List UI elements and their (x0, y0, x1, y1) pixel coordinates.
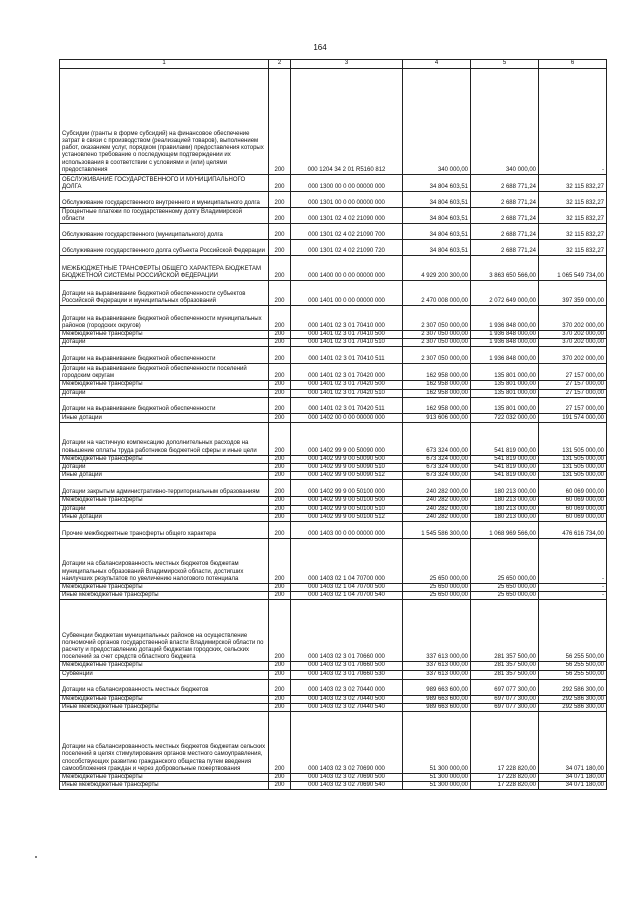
table-cell-budget-code: 000 1402 00 0 00 00000 000 (291, 413, 403, 422)
table-row (60, 389, 607, 397)
table-cell-unexecuted: 131 505 000,00 (539, 455, 607, 463)
table-cell-approved: 162 958 000,00 (403, 389, 471, 397)
table-cell-executed: 135 801 000,00 (471, 397, 539, 413)
table-row (60, 670, 607, 679)
table-cell-approved: 989 663 600,00 (403, 679, 471, 695)
table-cell-line-code: 200 (269, 192, 291, 208)
table-cell-approved: 162 958 000,00 (403, 381, 471, 389)
table-row (60, 513, 607, 521)
table-row (60, 522, 607, 539)
table-cell-unexecuted: 191 574 000,00 (539, 413, 607, 422)
table-cell-unexecuted: 56 255 500,00 (539, 662, 607, 670)
table-cell-executed: 25 650 000,00 (471, 539, 539, 584)
table-row (60, 256, 607, 281)
table-cell-executed: 281 357 500,00 (471, 600, 539, 662)
table-row (60, 281, 607, 306)
table-cell-unexecuted: - (539, 584, 607, 592)
table-cell-budget-code: 000 1403 02 3 01 70660 530 (291, 670, 403, 679)
table-row (60, 69, 607, 175)
table-cell-name: Дотации закрытым административно-территориальным образованиям (60, 480, 269, 497)
table-cell-approved: 240 282 000,00 (403, 480, 471, 497)
table-cell-budget-code: 000 1401 02 3 01 70420 510 (291, 389, 403, 397)
table-cell-executed: 697 077 300,00 (471, 703, 539, 711)
table-cell-unexecuted: - (539, 592, 607, 600)
table-cell-line-code: 200 (269, 347, 291, 364)
table-row (60, 774, 607, 782)
table-cell-name: Прочие межбюджетные трансферты общего характера (60, 522, 269, 539)
table-cell-budget-code: 000 1401 02 3 01 70410 000 (291, 306, 403, 331)
table-cell-budget-code: 000 1402 99 9 00 50090 510 (291, 464, 403, 472)
table-cell-approved: 337 613 000,00 (403, 600, 471, 662)
table-cell-name: Иные дотации (60, 413, 269, 422)
table-cell-line-code: 200 (269, 69, 291, 175)
table-cell-line-code: 200 (269, 782, 291, 790)
table-cell-budget-code: 000 1301 02 4 02 21090 720 (291, 240, 403, 256)
table-cell-executed: 180 213 000,00 (471, 505, 539, 513)
table-cell-approved: 51 300 000,00 (403, 782, 471, 790)
table-cell-approved: 34 804 603,51 (403, 224, 471, 240)
table-cell-approved: 2 307 050 000,00 (403, 331, 471, 339)
table-cell-unexecuted: 370 202 000,00 (539, 347, 607, 364)
table-cell-budget-code: 000 1403 02 1 04 70700 500 (291, 584, 403, 592)
table-cell-name: Обслуживание государственного внутреннего и муниципального долга (60, 192, 269, 208)
table-cell-name: Межбюджетные трансферты (60, 662, 269, 670)
table-cell-budget-code: 000 1402 99 9 00 50100 512 (291, 513, 403, 521)
table-cell-executed: 135 801 000,00 (471, 364, 539, 381)
table-row (60, 480, 607, 497)
table-cell-name: Межбюджетные трансферты (60, 584, 269, 592)
table-row (60, 240, 607, 256)
table-cell-executed: 2 688 771,24 (471, 224, 539, 240)
table-cell-executed: 135 801 000,00 (471, 389, 539, 397)
table-cell-name: Дотации на частичную компенсацию дополнительных расходов на повышение оплаты труда работников бюджетной сферы и иные цели (60, 422, 269, 455)
table-row (60, 331, 607, 339)
table-cell-approved: 2 307 050 000,00 (403, 347, 471, 364)
table-cell-unexecuted: 27 157 000,00 (539, 381, 607, 389)
table-cell-name: Обслуживание государственного долга субъекта Российской Федерации (60, 240, 269, 256)
table-cell-approved: 162 958 000,00 (403, 364, 471, 381)
budget-table (59, 59, 607, 790)
table-cell-name: Дотации (60, 464, 269, 472)
header-cell: 1 (60, 60, 269, 69)
table-cell-line-code: 200 (269, 331, 291, 339)
table-cell-executed: 2 688 771,24 (471, 192, 539, 208)
table-cell-approved: 337 613 000,00 (403, 662, 471, 670)
table-cell-unexecuted: 476 616 734,00 (539, 522, 607, 539)
header-cell: 4 (403, 60, 471, 69)
table-cell-name: Межбюджетные трансферты (60, 695, 269, 703)
table-cell-budget-code: 000 1403 02 1 04 70700 000 (291, 539, 403, 584)
table-cell-line-code: 200 (269, 522, 291, 539)
table-cell-unexecuted: 60 069 000,00 (539, 480, 607, 497)
page-number: 164 (313, 43, 327, 52)
table-cell-executed: 697 077 300,00 (471, 679, 539, 695)
table-cell-budget-code: 000 1403 02 3 02 70690 000 (291, 712, 403, 774)
table-cell-name: Иные дотации (60, 472, 269, 480)
table-cell-budget-code: 000 1402 99 9 00 50090 500 (291, 455, 403, 463)
table-row (60, 584, 607, 592)
table-row (60, 455, 607, 463)
table-cell-budget-code: 000 1204 34 2 01 R5160 812 (291, 69, 403, 175)
table-cell-budget-code: 000 1401 00 0 00 00000 000 (291, 281, 403, 306)
table-cell-unexecuted: 27 157 000,00 (539, 389, 607, 397)
table-cell-approved: 2 307 050 000,00 (403, 339, 471, 347)
table-cell-approved: 673 324 000,00 (403, 422, 471, 455)
table-cell-unexecuted: 34 071 180,00 (539, 782, 607, 790)
table-cell-executed: 135 801 000,00 (471, 381, 539, 389)
table-row (60, 505, 607, 513)
table-cell-name: Иные дотации (60, 513, 269, 521)
table-cell-executed: 281 357 500,00 (471, 670, 539, 679)
table-cell-name: Межбюджетные трансферты (60, 331, 269, 339)
table-row (60, 695, 607, 703)
table-cell-approved: 162 958 000,00 (403, 397, 471, 413)
table-cell-budget-code: 000 1301 02 4 02 21090 000 (291, 208, 403, 224)
table-cell-name: Дотации на выравнивание бюджетной обеспеченности (60, 347, 269, 364)
table-cell-unexecuted: 32 115 832,27 (539, 224, 607, 240)
table-cell-executed: 722 032 000,00 (471, 413, 539, 422)
table-cell-name: Субсидии (гранты в форме субсидий) на финансовое обеспечение затрат в связи с производством (реализацией товаров), выполнением работ, оказанием услуг, порядком (правилами) предоставления которых установлено требование о последующем подтверждении их использования в соответствии с условиями и (или) целями предоставления (60, 69, 269, 175)
table-cell-executed: 541 819 000,00 (471, 455, 539, 463)
table-row (60, 413, 607, 422)
header-cell: 6 (539, 60, 607, 69)
table-cell-unexecuted: 1 065 549 734,00 (539, 256, 607, 281)
table-cell-budget-code: 000 1401 02 3 01 70420 000 (291, 364, 403, 381)
table-cell-budget-code: 000 1401 02 3 01 70410 511 (291, 347, 403, 364)
table-cell-budget-code: 000 1300 00 0 00 00000 000 (291, 175, 403, 192)
table-row (60, 497, 607, 505)
table-cell-name: Дотации (60, 339, 269, 347)
table-cell-approved: 34 804 603,51 (403, 240, 471, 256)
table-cell-approved: 673 324 000,00 (403, 472, 471, 480)
table-cell-name: Дотации на выравнивание бюджетной обеспеченности муниципальных районов (городских округов) (60, 306, 269, 331)
table-cell-line-code: 200 (269, 480, 291, 497)
table-cell-line-code: 200 (269, 472, 291, 480)
table-cell-budget-code: 000 1403 00 0 00 00000 000 (291, 522, 403, 539)
table-cell-approved: 340 000,00 (403, 69, 471, 175)
table-cell-budget-code: 000 1402 99 9 00 50090 512 (291, 472, 403, 480)
table-cell-approved: 34 804 603,51 (403, 192, 471, 208)
table-cell-unexecuted: 292 586 300,00 (539, 679, 607, 695)
table-cell-line-code: 200 (269, 339, 291, 347)
table-row (60, 703, 607, 711)
table-cell-unexecuted: 34 071 180,00 (539, 712, 607, 774)
table-cell-budget-code: 000 1401 02 3 01 70420 511 (291, 397, 403, 413)
table-cell-budget-code: 000 1402 99 9 00 50090 000 (291, 422, 403, 455)
table-row (60, 712, 607, 774)
table-cell-executed: 3 863 650 566,00 (471, 256, 539, 281)
table-cell-budget-code: 000 1401 02 3 01 70420 500 (291, 381, 403, 389)
table-cell-line-code: 200 (269, 455, 291, 463)
table-cell-budget-code: 000 1403 02 3 01 70660 500 (291, 662, 403, 670)
table-cell-approved: 240 282 000,00 (403, 497, 471, 505)
table-cell-unexecuted: 131 505 000,00 (539, 472, 607, 480)
table-row (60, 175, 607, 192)
table-cell-budget-code: 000 1401 02 3 01 70410 500 (291, 331, 403, 339)
header-row (60, 60, 607, 69)
table-cell-line-code: 200 (269, 364, 291, 381)
table-cell-unexecuted: 32 115 832,27 (539, 240, 607, 256)
table-cell-line-code: 200 (269, 397, 291, 413)
table-cell-executed: 281 357 500,00 (471, 662, 539, 670)
table-cell-line-code: 200 (269, 695, 291, 703)
table-cell-unexecuted: 27 157 000,00 (539, 397, 607, 413)
table-cell-unexecuted: 60 069 000,00 (539, 497, 607, 505)
table-cell-name: Обслуживание государственного (муниципального) долга (60, 224, 269, 240)
header-cell: 5 (471, 60, 539, 69)
table-cell-unexecuted: 131 505 000,00 (539, 422, 607, 455)
table-cell-name: Межбюджетные трансферты (60, 381, 269, 389)
table-row (60, 364, 607, 381)
table-cell-executed: 180 213 000,00 (471, 480, 539, 497)
table-cell-unexecuted: 60 069 000,00 (539, 505, 607, 513)
table-cell-name: Иные межбюджетные трансферты (60, 592, 269, 600)
table-cell-executed: 340 000,00 (471, 69, 539, 175)
table-cell-approved: 240 282 000,00 (403, 513, 471, 521)
table-cell-line-code: 200 (269, 584, 291, 592)
table-cell-budget-code: 000 1403 02 3 02 70440 540 (291, 703, 403, 711)
table-cell-executed: 1 936 848 000,00 (471, 306, 539, 331)
table-cell-approved: 673 324 000,00 (403, 455, 471, 463)
table-cell-name: Иные межбюджетные трансферты (60, 782, 269, 790)
table-row (60, 224, 607, 240)
table-cell-executed: 1 936 848 000,00 (471, 347, 539, 364)
table-cell-budget-code: 000 1403 02 3 02 70690 540 (291, 782, 403, 790)
table-cell-line-code: 200 (269, 422, 291, 455)
table-cell-approved: 2 470 008 000,00 (403, 281, 471, 306)
table-cell-line-code: 200 (269, 306, 291, 331)
table-cell-approved: 913 606 000,00 (403, 413, 471, 422)
table-cell-name: Дотации на выравнивание бюджетной обеспеченности (60, 397, 269, 413)
table-row (60, 600, 607, 662)
table-cell-unexecuted: 56 255 500,00 (539, 670, 607, 679)
table-cell-line-code: 200 (269, 413, 291, 422)
table-cell-line-code: 200 (269, 670, 291, 679)
table-cell-line-code: 200 (269, 712, 291, 774)
table-cell-name: Дотации на сбалансированность местных бюджетов (60, 679, 269, 695)
table-cell-line-code: 200 (269, 539, 291, 584)
table-cell-executed: 17 228 820,00 (471, 782, 539, 790)
table-row (60, 339, 607, 347)
table-cell-approved: 989 663 600,00 (403, 703, 471, 711)
table-row (60, 192, 607, 208)
table-cell-executed: 1 936 848 000,00 (471, 339, 539, 347)
table-cell-approved: 989 663 600,00 (403, 695, 471, 703)
table-cell-line-code: 200 (269, 679, 291, 695)
table-cell-executed: 2 072 649 000,00 (471, 281, 539, 306)
table-cell-unexecuted: 397 359 000,00 (539, 281, 607, 306)
table-cell-budget-code: 000 1301 02 4 02 21090 700 (291, 224, 403, 240)
table-cell-name: Межбюджетные трансферты (60, 455, 269, 463)
table-cell-approved: 673 324 000,00 (403, 464, 471, 472)
scan-dot (35, 856, 37, 858)
table-cell-name: Дотации (60, 389, 269, 397)
table-cell-unexecuted: 292 586 300,00 (539, 703, 607, 711)
table-cell-unexecuted: 27 157 000,00 (539, 364, 607, 381)
table-row (60, 539, 607, 584)
table-cell-name: ОБСЛУЖИВАНИЕ ГОСУДАРСТВЕННОГО И МУНИЦИПАЛЬНОГО ДОЛГА (60, 175, 269, 192)
table-cell-line-code: 200 (269, 256, 291, 281)
table-cell-line-code: 200 (269, 464, 291, 472)
table-cell-executed: 541 819 000,00 (471, 464, 539, 472)
table-row (60, 397, 607, 413)
table-cell-approved: 25 650 000,00 (403, 592, 471, 600)
table-cell-executed: 1 936 848 000,00 (471, 331, 539, 339)
table-cell-unexecuted: 370 202 000,00 (539, 339, 607, 347)
table-cell-line-code: 200 (269, 662, 291, 670)
table-cell-budget-code: 000 1403 02 1 04 70700 540 (291, 592, 403, 600)
table-cell-budget-code: 000 1400 00 0 00 00000 000 (291, 256, 403, 281)
table-cell-name: Субвенции (60, 670, 269, 679)
table-cell-executed: 17 228 820,00 (471, 774, 539, 782)
table-cell-approved: 337 613 000,00 (403, 670, 471, 679)
table-cell-name: Процентные платежи по государственному долгу Владимирской области (60, 208, 269, 224)
table-cell-budget-code: 000 1402 99 9 00 50100 510 (291, 505, 403, 513)
table-cell-budget-code: 000 1301 00 0 00 00000 000 (291, 192, 403, 208)
table-cell-budget-code: 000 1403 02 3 02 70440 500 (291, 695, 403, 703)
table-cell-line-code: 200 (269, 505, 291, 513)
table-cell-line-code: 200 (269, 774, 291, 782)
table-cell-unexecuted: 131 505 000,00 (539, 464, 607, 472)
table-cell-unexecuted: 34 071 180,00 (539, 774, 607, 782)
table-cell-name: Дотации на сбалансированность местных бюджетов бюджетам сельских поселений в целях стимулирования органов местного самоуправления, способствующих развитию гражданского общества путем введения самообложения граждан и через добровольные пожертвования (60, 712, 269, 774)
table-cell-budget-code: 000 1402 99 9 00 50100 000 (291, 480, 403, 497)
table-cell-approved: 4 929 200 300,00 (403, 256, 471, 281)
table-cell-line-code: 200 (269, 381, 291, 389)
table-row (60, 662, 607, 670)
table-row (60, 306, 607, 331)
table-cell-unexecuted: - (539, 539, 607, 584)
table-cell-name: Дотации на сбалансированность местных бюджетов бюджетам муниципальных образований Владимирской области, достигших наилучших результатов по увеличению налогового потенциала (60, 539, 269, 584)
table-cell-unexecuted: 370 202 000,00 (539, 331, 607, 339)
table-cell-unexecuted: 370 202 000,00 (539, 306, 607, 331)
table-cell-approved: 240 282 000,00 (403, 505, 471, 513)
table-cell-executed: 697 077 300,00 (471, 695, 539, 703)
table-cell-unexecuted: 32 115 832,27 (539, 192, 607, 208)
table-cell-unexecuted: 32 115 832,27 (539, 208, 607, 224)
table-row (60, 782, 607, 790)
table-cell-line-code: 200 (269, 208, 291, 224)
table-cell-unexecuted: 292 586 300,00 (539, 695, 607, 703)
table-cell-line-code: 200 (269, 240, 291, 256)
table-cell-line-code: 200 (269, 513, 291, 521)
table-cell-unexecuted: 60 069 000,00 (539, 513, 607, 521)
table-cell-line-code: 200 (269, 592, 291, 600)
table-row (60, 381, 607, 389)
table-cell-executed: 2 688 771,24 (471, 240, 539, 256)
table-cell-budget-code: 000 1401 02 3 01 70410 510 (291, 339, 403, 347)
header-cell: 3 (291, 60, 403, 69)
table-row (60, 208, 607, 224)
table-cell-approved: 51 300 000,00 (403, 774, 471, 782)
table-cell-approved: 2 307 050 000,00 (403, 306, 471, 331)
table-row (60, 347, 607, 364)
table-cell-executed: 25 650 000,00 (471, 584, 539, 592)
table-cell-line-code: 200 (269, 389, 291, 397)
table-cell-executed: 2 688 771,24 (471, 175, 539, 192)
table-row (60, 472, 607, 480)
table-cell-name: Межбюджетные трансферты (60, 497, 269, 505)
table-row (60, 464, 607, 472)
table-cell-approved: 51 300 000,00 (403, 712, 471, 774)
table-cell-unexecuted: - (539, 69, 607, 175)
table-cell-line-code: 200 (269, 281, 291, 306)
table-cell-budget-code: 000 1402 99 9 00 50100 500 (291, 497, 403, 505)
table-cell-name: Иные межбюджетные трансферты (60, 703, 269, 711)
table-cell-budget-code: 000 1403 02 3 02 70440 000 (291, 679, 403, 695)
table-cell-executed: 17 228 820,00 (471, 712, 539, 774)
table-cell-approved: 34 804 603,51 (403, 175, 471, 192)
table-cell-line-code: 200 (269, 224, 291, 240)
header-cell: 2 (269, 60, 291, 69)
table-cell-name: Субвенции бюджетам муниципальных районов на осуществление полномочий органов государственной власти Владимирской области по расчету и предоставлению дотаций бюджетам городских, сельских поселений за счет средств областного бюджета (60, 600, 269, 662)
table-cell-budget-code: 000 1403 02 3 01 70660 000 (291, 600, 403, 662)
table-cell-executed: 2 688 771,24 (471, 208, 539, 224)
table-row (60, 679, 607, 695)
table-cell-approved: 25 650 000,00 (403, 539, 471, 584)
table-row (60, 422, 607, 455)
table-cell-executed: 541 819 000,00 (471, 422, 539, 455)
table-cell-name: Межбюджетные трансферты (60, 774, 269, 782)
table-cell-approved: 1 545 586 300,00 (403, 522, 471, 539)
table-cell-line-code: 200 (269, 497, 291, 505)
table-cell-budget-code: 000 1403 02 3 02 70690 500 (291, 774, 403, 782)
table-row (60, 592, 607, 600)
table-cell-executed: 541 819 000,00 (471, 472, 539, 480)
table-cell-executed: 180 213 000,00 (471, 497, 539, 505)
table-cell-executed: 180 213 000,00 (471, 513, 539, 521)
table-cell-line-code: 200 (269, 600, 291, 662)
table-cell-executed: 25 650 000,00 (471, 592, 539, 600)
table-cell-line-code: 200 (269, 175, 291, 192)
table-cell-executed: 1 068 969 566,00 (471, 522, 539, 539)
table-cell-name: МЕЖБЮДЖЕТНЫЕ ТРАНСФЕРТЫ ОБЩЕГО ХАРАКТЕРА БЮДЖЕТАМ БЮДЖЕТНОЙ СИСТЕМЫ РОССИЙСКОЙ ФЕДЕРАЦИИ (60, 256, 269, 281)
table-cell-approved: 25 650 000,00 (403, 584, 471, 592)
table-cell-unexecuted: 32 115 832,27 (539, 175, 607, 192)
table-cell-unexecuted: 56 255 500,00 (539, 600, 607, 662)
table-cell-name: Дотации (60, 505, 269, 513)
table-cell-approved: 34 804 603,51 (403, 208, 471, 224)
table-cell-line-code: 200 (269, 703, 291, 711)
table-cell-name: Дотации на выравнивание бюджетной обеспеченности поселений городским округам (60, 364, 269, 381)
table-cell-name: Дотации на выравнивание бюджетной обеспеченности субъектов Российской Федерации и муниципальных образований (60, 281, 269, 306)
